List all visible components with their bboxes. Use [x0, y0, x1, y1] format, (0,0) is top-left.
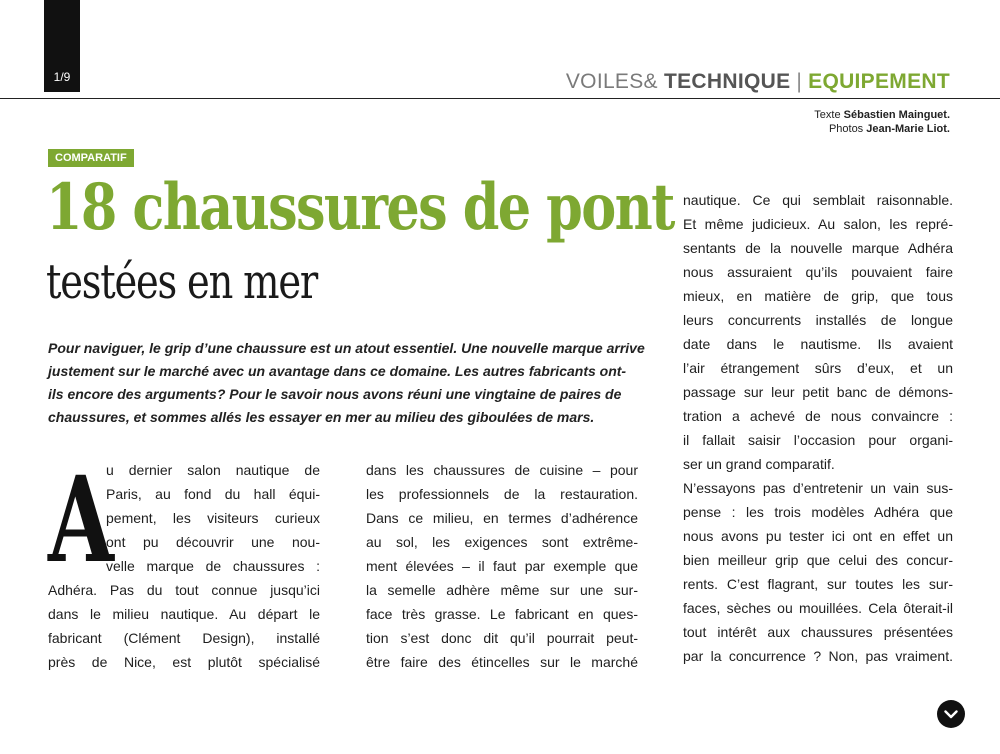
body-line: Adhéra. Pas du tout connue jusqu’ici [48, 582, 320, 598]
credit-photos: Photos Jean-Marie Liot. [828, 123, 950, 135]
body-line: l’air étrangement sûrs d’eux, et un [683, 360, 953, 376]
body-line: faces, sèches ou mouillées. Cela ôterait-il [683, 600, 953, 616]
body-line: Et même judicieux. Au salon, les repré- [683, 216, 953, 232]
category-tag: COMPARATIF [48, 149, 134, 167]
body-line: ment élevées – il faut par exemple que [366, 558, 638, 574]
title-line-1: 18 chaussures de pont [46, 170, 674, 245]
body-line: date dans le nautisme. Ils avaient [683, 336, 953, 352]
body-line: par la concurrence ? Non, pas vraiment. [683, 648, 953, 664]
body-column-1 [48, 450, 320, 674]
body-column-2 [366, 458, 638, 674]
lead-line: ils encore des arguments? Pour le savoir nous avons réuni une vingtaine de paires de [48, 386, 622, 402]
body-line: nous assuraient qu’ils pouvaient faire [683, 264, 953, 280]
body-line: Paris, au fond du hall équi- [106, 486, 320, 502]
body-line: passage sur leur petit banc de démons- [683, 384, 953, 400]
body-line: la semelle adhère même sur une sur- [366, 582, 638, 598]
credits [814, 108, 950, 136]
body-line: près de Nice, est plutôt spécialisé [48, 654, 320, 670]
body-line: les professionnels de la restauration. [366, 486, 638, 502]
rubric-ampersand: & [643, 70, 658, 93]
rubric-section: EQUIPEMENT [808, 70, 950, 93]
rubric-technique: TECHNIQUE [664, 70, 791, 93]
body-column-3 [683, 188, 953, 668]
drop-cap: A [48, 450, 114, 589]
body-line: au sol, les exigences sont extrême- [366, 534, 638, 550]
body-line: bien meilleur grip que celui des concur- [683, 552, 953, 568]
body-line: il fallait saisir l’occasion pour organi- [683, 432, 953, 448]
body-line: mieux, en matière de grip, que tous [683, 288, 953, 304]
chevron-down-icon [944, 710, 958, 719]
credit-text: Texte Sébastien Mainguet. [814, 109, 950, 121]
body-line: être faire des étincelles sur le marché [366, 654, 638, 670]
body-line: velle marque de chaussures : [106, 558, 320, 574]
body-line: fabricant (Clément Design), installé [48, 630, 320, 646]
title-line-2: testées en mer [46, 254, 318, 310]
credit-photo-author: Jean-Marie Liot. [866, 123, 950, 135]
section-rubric [566, 70, 950, 94]
body-line: Dans ce milieu, en termes d’adhérence [366, 510, 638, 526]
body-line: leurs concurrents installés de longue [683, 312, 953, 328]
body-line: rents. C’est flagrant, sur toutes les sur- [683, 576, 953, 592]
body-line: pement, les visiteurs curieux [106, 510, 320, 526]
lead-paragraph [48, 337, 644, 429]
next-page-button[interactable] [937, 700, 965, 728]
body-line: tion s’est donc dit qu’il pourrait peut- [366, 630, 638, 646]
body-line: dans le milieu nautique. Au départ le [48, 606, 320, 622]
body-line: sentants de la nouvelle marque Adhéra [683, 240, 953, 256]
lead-line: justement sur le marché avec un avantage dans ce domaine. Les autres fabricants ont- [48, 363, 627, 379]
credit-text-author: Sébastien Mainguet. [843, 109, 950, 121]
body-line: u dernier salon nautique de [106, 462, 320, 478]
body-line: dans les chaussures de cuisine – pour [366, 462, 638, 478]
rubric-separator: | [796, 70, 803, 93]
header-rule [0, 98, 1000, 99]
lead-line: Pour naviguer, le grip d’une chaussure est un atout essentiel. Une nouvelle marque arrive [48, 340, 645, 356]
body-line: face très grasse. Le fabricant en ques- [366, 606, 638, 622]
lead-line: chaussures, et sommes allés les essayer en mer au milieu des giboulées de mars. [48, 409, 595, 425]
body-line: ser un grand comparatif. [683, 456, 835, 472]
body-line: nautique. Ce qui semblait raisonnable. [683, 192, 953, 208]
body-line: nous avons pu tester ici ont en effet un [683, 528, 953, 544]
body-line: tout intérêt aux chaussures présentées [683, 624, 953, 640]
page-number: 1/9 [53, 70, 71, 84]
body-line: pense : les trois modèles Adhéra que [683, 504, 953, 520]
page-tab [44, 0, 80, 92]
body-line: ont pu découvrir une nou- [106, 534, 320, 550]
body-line: N’essayons pas d’entretenir un vain sus- [683, 480, 953, 496]
rubric-voiles: VOILES [565, 70, 644, 93]
body-line: tration a achevé de nous convaincre : [683, 408, 953, 424]
